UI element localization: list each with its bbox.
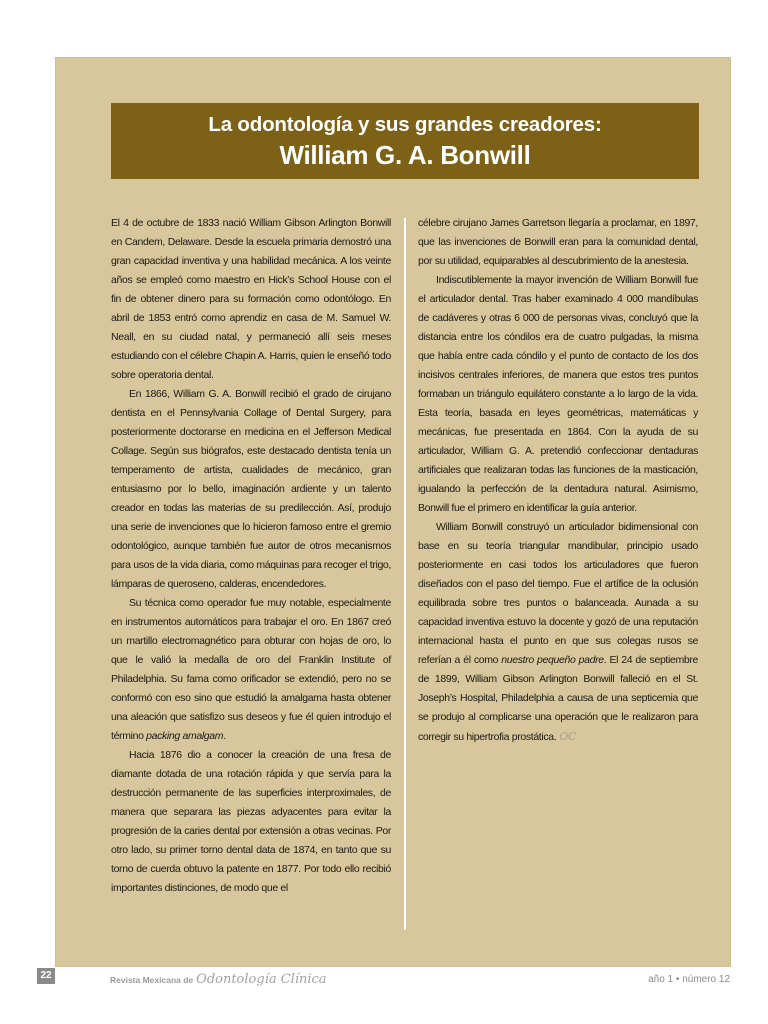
left-paragraph-3 — [111, 594, 391, 746]
right-paragraph-3-text: William Bonwill construyó un articulador bidimensional con base en su teoría triangular mandibular, principio usado posteriormente en casi todos los articuladores que fueron diseñados con el paso del tiempo. Fue el artífice de la oclusión equilibrada sobre tres puntos o balanceada. Aunada a su capacidad inventiva estuvo la docente y gozó de una reputación internacional hasta el punto en que sus colegas rusos se referían a él como — [418, 521, 698, 666]
title-line-1: La odontología y sus grandes creadores: — [208, 113, 602, 136]
left-paragraph-3-end: . — [223, 730, 226, 742]
column-divider — [404, 218, 406, 930]
left-paragraph-3-text: Su técnica como operador fue muy notable, especialmente en instrumentos automáticos para trabajar el oro. En 1867 creó un martillo electromagnético para obturar con hojas de oro, lo que le valió la medalla de oro del Franklin Institute of Philadelphia. Su fama como orificador se extendió, pero no se conformó con eso sino que estudió la amalgama hasta obtener una aleación que satisfizo sus deseos y fue él quien introdujo el término — [111, 597, 391, 742]
title-banner — [111, 103, 699, 179]
left-paragraph-4: Hacia 1876 dio a conocer la creación de una fresa de diamante dotada de una rotación rápida y que servía para la destrucción permanente de las superficies interproximales, de manera que separara las piezas adyacentes para evitar la progresión de la caries dental por extensión a otras vecinas. Por otro lado, su primer torno dental data de 1874, en tanto que su torno de cuerda obtuvo la patente en 1877. Por todo ello recibió importantes distinciones, de modo que el — [111, 749, 391, 894]
term-nuestro-pequeno-padre: nuestro pequeño padre — [501, 654, 604, 666]
right-paragraph-1: célebre cirujano James Garretson llegaría a proclamar, en 1897, que las invenciones de Bonwill eran para la comunidad dental, por su utilidad, equiparables al descubrimiento de la anestesia. — [418, 217, 698, 267]
journal-prefix: Revista Mexicana de — [110, 975, 194, 985]
right-paragraph-2: Indiscutiblemente la mayor invención de William Bonwill fue el articulador dental. Tras haber examinado 4 000 mandíbulas de cadáveres y otras 6 000 de personas vivas, concluyó que la distancia entre los cóndilos era de cuatro pulgadas, la misma que había entre cada cóndilo y el punto de contacto de los dos incisivos centrales inferiores, de manera que estos tres puntos formaban un triángulo equilátero constante a lo largo de la vida. Esta teoría, basada en leyes geométricas, matemáticas y mecánicas, fue presentada en 1864. Con la ayuda de su articulador, William G. A. pretendió confeccionar dentaduras artificiales que realizaran todas las funciones de la masticación, igualando la perfección de la dentadura natural. Asimismo, Bonwill fue el primero en identificar la guía anterior. — [418, 274, 698, 514]
term-packing-amalgam: packing amalgam — [146, 730, 224, 742]
journal-script-logo: Odontología Clínica — [196, 972, 327, 987]
journal-name — [110, 972, 327, 987]
end-of-article-icon: OC — [559, 730, 577, 743]
page-number: 22 — [37, 968, 55, 984]
article-panel — [56, 58, 730, 966]
right-paragraph-3 — [418, 518, 698, 747]
left-paragraph-2: En 1866, William G. A. Bonwill recibió el grado de cirujano dentista en el Pennsylvania Collage of Dental Surgery, para posteriormente doctorarse en medicina en el Jefferson Medical Collage. Según sus biógrafos, este destacado dentista tenía un temperamento de artista, cualidades de mecánico, gran entusiasmo por lo bello, imaginación ardiente y un talento creador en todas las materias de su predilección. Así, produjo una serie de invenciones que lo hicieron famoso entre el gremio odontológico, aunque también fue autor de otros mecanismos para usos de la vida diaria, como máquinas para recoger el trigo, lámparas de queroseno, calderas, encendedores. — [111, 388, 391, 590]
issue-info: año 1 • número 12 — [648, 974, 730, 985]
title-line-2: William G. A. Bonwill — [279, 140, 531, 170]
right-column — [418, 214, 698, 747]
page-footer — [0, 968, 768, 1024]
right-paragraph-3-end: . El 24 de septiembre de 1899, William Gibson Arlington Bonwill falleció en el St. Joseph’s Hospital, Philadelphia a causa de una septicemia que se produjo al complicarse una operación que le realizaron para corregir su hipertrofia prostática. — [418, 654, 698, 743]
left-column — [111, 214, 391, 898]
left-paragraph-1: El 4 de octubre de 1833 nació William Gibson Arlington Bonwill en Candem, Delaware. Desde la escuela primaria demostró una gran capacidad inventiva y una habilidad mecánica. A los veinte años se empleó como maestro en Hick’s School House con el fin de obtener dinero para su formación como odontólogo. En abril de 1853 entró como aprendiz en casa de M. Samuel W. Neall, en su ciudad natal, y permaneció allí seis meses estudiando con el célebre Chapin A. Harris, quien le enseñó todo sobre operatoria dental. — [111, 217, 391, 381]
